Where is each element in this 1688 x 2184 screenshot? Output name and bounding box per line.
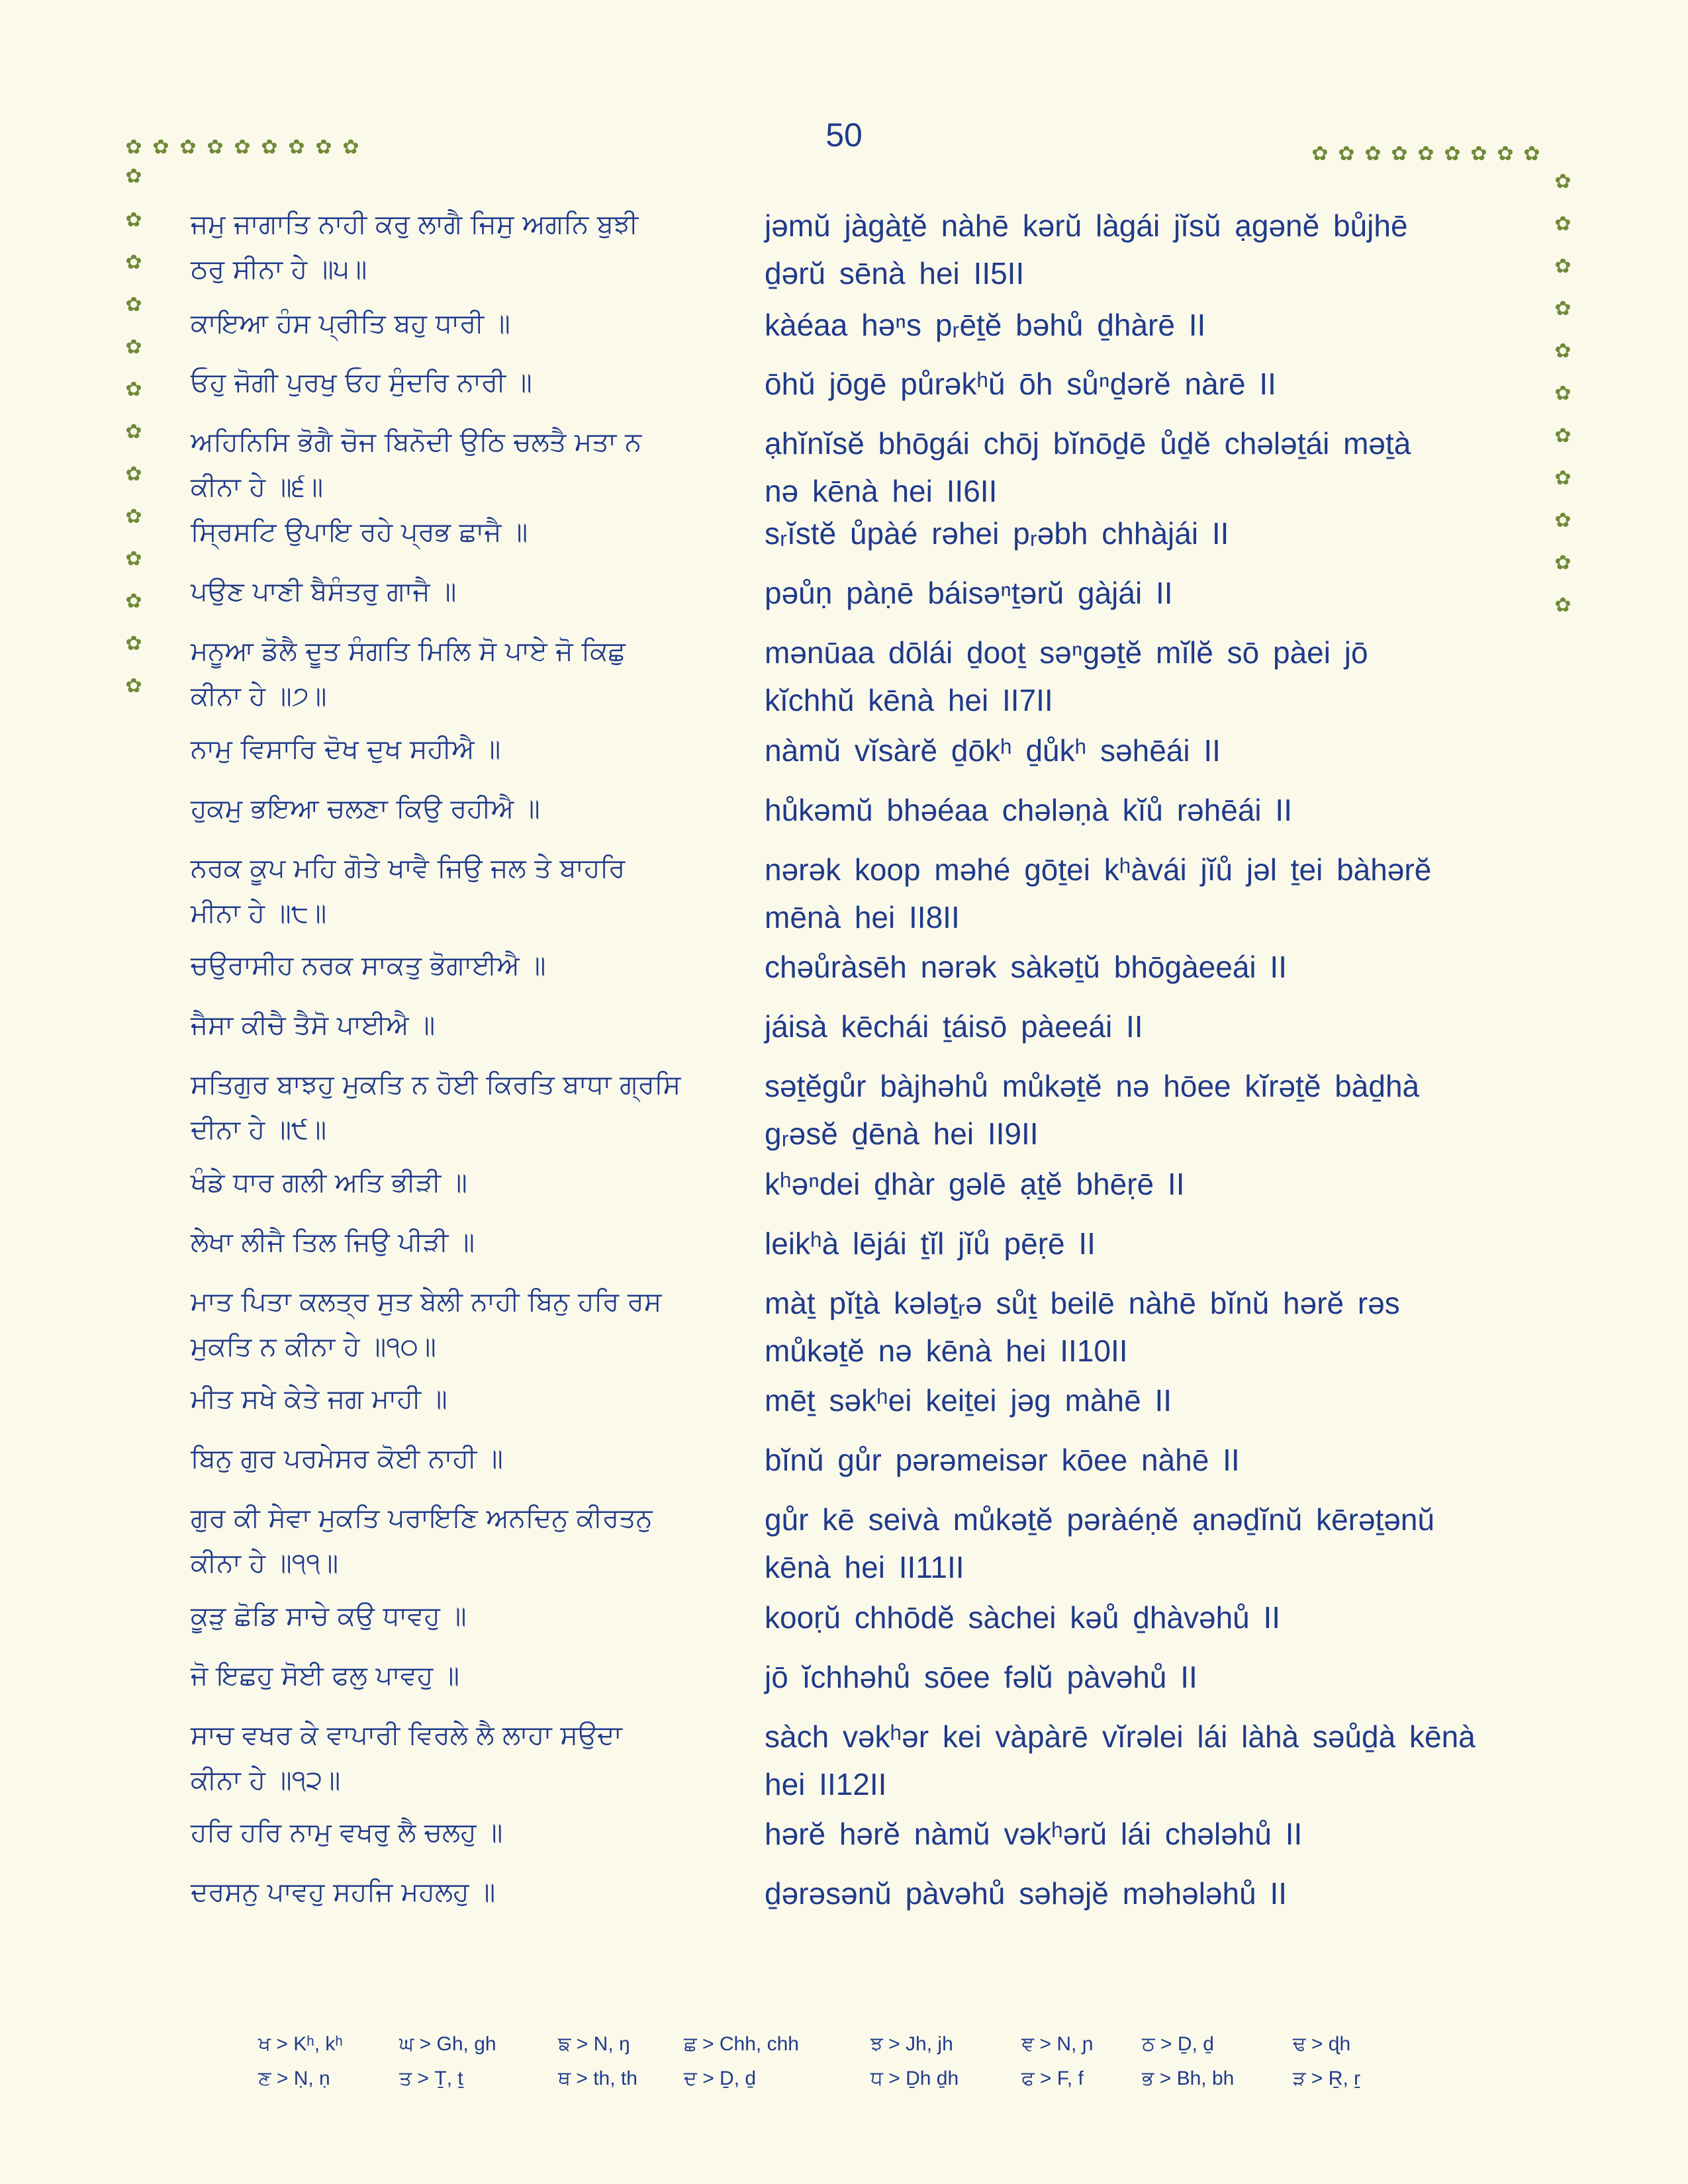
transliteration-verse xyxy=(765,629,1519,724)
transliteration-verse xyxy=(765,786,1519,834)
gurmukhi-line: ਮੀਤ ਸਖੇ ਕੇਤੇ ਜਗ ਮਾਹੀ ॥ xyxy=(191,1384,447,1414)
gurmukhi-line: ਓਹੁ ਜੋਗੀ ਪੁਰਖੁ ਓਹ ਸੁੰਦਰਿ ਨਾਰੀ ॥ xyxy=(191,367,532,398)
gurmukhi-line: ਕਾਇਆ ਹੰਸ ਪ੍ਰੀਤਿ ਬਹੁ ਧਾਰੀ ॥ xyxy=(191,308,510,339)
transliteration-line: leikʰà lējái ṯĭl jĭů pēṛē II xyxy=(765,1226,1096,1261)
transliteration-line: màṯ pĭṯà kələṯᵣə sůṯ beilē nàhē bĭnŭ hərĕ rəs xyxy=(765,1286,1400,1320)
transliteration-line: nàmŭ vĭsàrĕ ḏōkʰ ḏůkʰ səhēái II xyxy=(765,733,1221,768)
flower-ornament-icon: ✿ xyxy=(1417,142,1434,165)
transliteration-line: səṯĕgůr bàjhəhů můkəṯĕ nə hōee kĭrəṯĕ bàḏhà xyxy=(765,1069,1420,1103)
transliteration-verse xyxy=(765,1062,1519,1158)
flower-ornament-icon: ✿ xyxy=(1554,594,1571,617)
gurmukhi-verse xyxy=(191,1653,707,1698)
gurmukhi-verse xyxy=(191,1496,707,1586)
gurmukhi-verse xyxy=(191,360,707,405)
gurmukhi-verse xyxy=(191,1160,707,1205)
transliteration-line: sàch vəkʰər kei vàpàrē vĭrəlei lái làhà səůḏà kēnà xyxy=(765,1719,1476,1754)
legend-item: ਞ > N, ɲ xyxy=(1021,2033,1094,2055)
flower-ornament-icon: ✿ xyxy=(1554,467,1571,490)
legend-item: ਠ > Ḏ, ḏ xyxy=(1142,2033,1214,2055)
transliteration-verse xyxy=(765,1377,1519,1424)
transliteration-line: mēnà hei II8II xyxy=(765,900,960,934)
gurmukhi-verse xyxy=(191,569,707,614)
legend-item: ਘ > Gh, gh xyxy=(399,2033,496,2055)
legend-item: ਙ > N, ŋ xyxy=(558,2033,630,2055)
gurmukhi-line: ਸਤਿਗੁਰ ਬਾਝਹੁ ਮੁਕਤਿ ਨ ਹੋਈ ਕਿਰਤਿ ਬਾਧਾ ਗ੍ਰਸਿ xyxy=(191,1069,681,1100)
flower-ornament-icon: ✿ xyxy=(179,136,197,159)
gurmukhi-line: ਮੁਕਤਿ ਨ ਕੀਨਾ ਹੇ ॥੧੦॥ xyxy=(191,1332,436,1362)
gurmukhi-line: ਕੂੜੁ ਛੋਡਿ ਸਾਚੇ ਕਉ ਧਾਵਹੁ ॥ xyxy=(191,1601,467,1631)
gurmukhi-line: ਹਰਿ ਹਰਿ ਨਾਮੁ ਵਖਰੁ ਲੈ ਚਲਹੁ ॥ xyxy=(191,1817,503,1848)
transliteration-verse xyxy=(765,1810,1519,1858)
flower-ornament-icon: ✿ xyxy=(1554,212,1571,236)
gurmukhi-line: ਲੇਖਾ ਲੀਜੈ ਤਿਲ ਜਿਉ ਪੀੜੀ ॥ xyxy=(191,1227,475,1257)
transliteration-verse xyxy=(765,1653,1519,1701)
gurmukhi-verse xyxy=(191,301,707,346)
flower-ornament-icon: ✿ xyxy=(315,136,332,159)
flower-ornament-icon: ✿ xyxy=(342,136,359,159)
gurmukhi-verse xyxy=(191,943,707,988)
transliteration-line: hei II12II xyxy=(765,1767,887,1801)
transliteration-line: nərək koop məhé gōṯei kʰàvái jĭů jəl ṯei bàhərĕ xyxy=(765,852,1432,887)
gurmukhi-line: ਕੀਨਾ ਹੇ ॥੧੧॥ xyxy=(191,1548,339,1578)
flower-ornament-icon: ✿ xyxy=(1311,142,1329,165)
legend-item: ਣ > Ṇ, ṇ xyxy=(258,2068,330,2089)
transliteration-verse xyxy=(765,1160,1519,1208)
legend-row xyxy=(258,2068,1450,2102)
gurmukhi-line: ਕੀਨਾ ਹੇ ॥੧੨॥ xyxy=(191,1765,341,1796)
flower-ornament-icon: ✿ xyxy=(125,547,142,570)
transliteration-verse xyxy=(765,727,1519,774)
flower-ornament-icon: ✿ xyxy=(1554,382,1571,405)
gurmukhi-line: ਨਾਮੁ ਵਿਸਾਰਿ ਦੋਖ ਦੁਖ ਸਹੀਐ ॥ xyxy=(191,734,501,764)
gurmukhi-line: ਮਨੂਆ ਡੋਲੈ ਦੂਤ ਸੰਗਤਿ ਮਿਲਿ ਸੋ ਪਾਏ ਜੋ ਕਿਛੁ xyxy=(191,636,626,666)
transliteration-verse xyxy=(765,1713,1519,1808)
legend-item: ਭ > Bh, bh xyxy=(1142,2068,1235,2089)
legend-item: ਫ > F, f xyxy=(1021,2068,1084,2089)
gurmukhi-verse xyxy=(191,1436,707,1481)
transliteration-line: pəůṇ pàṇē báisəⁿṯərŭ gàjái II xyxy=(765,576,1173,610)
gurmukhi-verse xyxy=(191,1810,707,1855)
gurmukhi-verse xyxy=(191,846,707,936)
gurmukhi-line: ਨਰਕ ਕੂਪ ਮਹਿ ਗੋਤੇ ਖਾਵੈ ਜਿਉ ਜਲ ਤੇ ਬਾਹਰਿ xyxy=(191,853,626,884)
flower-ornament-icon: ✿ xyxy=(125,251,142,274)
gurmukhi-verse xyxy=(191,1594,707,1639)
flower-ornament-icon: ✿ xyxy=(234,136,251,159)
gurmukhi-line: ਹੁਕਮੁ ਭਇਆ ਚਲਣਾ ਕਿਉ ਰਹੀਐ ॥ xyxy=(191,794,540,824)
gurmukhi-verse xyxy=(191,1003,707,1048)
transliteration-line: ḏərəsənŭ pàvəhů səhəjĕ məhələhů II xyxy=(765,1876,1288,1911)
gurmukhi-verse xyxy=(191,1870,707,1915)
flower-ornament-icon: ✿ xyxy=(125,136,142,159)
transliteration-line: kʰəⁿdei ḏhàr gəlē ạṯĕ bhēṛē II xyxy=(765,1167,1185,1201)
flower-ornament-icon: ✿ xyxy=(125,293,142,316)
gurmukhi-line: ਜੈਸਾ ਕੀਚੈ ਤੈਸੋ ਪਾਈਐ ॥ xyxy=(191,1010,436,1040)
transliteration-line: kĭchhŭ kēnà hei II7II xyxy=(765,683,1053,717)
gurmukhi-line: ਠਰੁ ਸੀਨਾ ਹੇ ॥੫॥ xyxy=(191,254,367,285)
gurmukhi-line: ਅਹਿਨਿਸਿ ਭੋਗੈ ਚੋਜ ਬਿਨੋਦੀ ਉਠਿ ਚਲਤੈ ਮਤਾ ਨ xyxy=(191,427,642,457)
transliteration-verse xyxy=(765,202,1519,297)
flower-ornament-icon: ✿ xyxy=(207,136,224,159)
transliteration-line: můkəṯĕ nə kēnà hei II10II xyxy=(765,1334,1128,1368)
gurmukhi-verse xyxy=(191,727,707,772)
gurmukhi-line: ਜੋ ਇਛਹੁ ਸੋਈ ਫਲੁ ਪਾਵਹੁ ॥ xyxy=(191,1661,459,1691)
gurmukhi-line: ਦਰਸਨੁ ਪਾਵਹੁ ਸਹਜਿ ਮਹਲਹੁ ॥ xyxy=(191,1877,496,1907)
transliteration-verse xyxy=(765,846,1519,941)
transliteration-line: hůkəmŭ bhəéaa chələṇà kĭů rəhēái II xyxy=(765,793,1292,827)
gurmukhi-line: ਬਿਨੁ ਗੁਰ ਪਰਮੇਸਰ ਕੋਈ ਨਾਹੀ ॥ xyxy=(191,1443,503,1474)
transliteration-line: sᵣĭstĕ ůpàé rəhei pᵣəbh chhàjái II xyxy=(765,516,1229,551)
transliteration-line: jō ĭchhəhů sōee fəlŭ pàvəhů II xyxy=(765,1660,1197,1694)
flower-ornament-icon: ✿ xyxy=(1554,297,1571,320)
gurmukhi-line: ਮੀਨਾ ਹੇ ॥੮॥ xyxy=(191,898,327,929)
transliteration-verse xyxy=(765,1220,1519,1267)
legend-row xyxy=(258,2033,1450,2068)
flower-ornament-icon: ✿ xyxy=(261,136,278,159)
flower-ornament-icon: ✿ xyxy=(1470,142,1487,165)
legend-item: ਤ > Ṯ, ṯ xyxy=(399,2068,463,2089)
transliteration-line: hərĕ hərĕ nàmŭ vəkʰərŭ lái chələhů II xyxy=(765,1817,1303,1851)
legend-item: ੜ > Ṟ, ṟ xyxy=(1293,2068,1361,2089)
gurmukhi-verse xyxy=(191,786,707,831)
flower-ornament-icon: ✿ xyxy=(1444,142,1461,165)
gurmukhi-line: ਸ੍ਰਿਸਟਿ ਉਪਾਇ ਰਹੇ ਪ੍ਰਭ ਛਾਜੈ ॥ xyxy=(191,517,528,547)
gurmukhi-line: ਪਉਣ ਪਾਣੀ ਬੈਸੰਤਰੁ ਗਾਜੈ ॥ xyxy=(191,576,457,607)
transliteration-verse xyxy=(765,360,1519,408)
transliteration-line: gᵣəsĕ ḏēnà hei II9II xyxy=(765,1116,1039,1151)
transliteration-line: mənūaa dōlái ḏooṯ səⁿgəṯĕ mĭlĕ sō pàei jō xyxy=(765,635,1368,670)
flower-ornament-icon: ✿ xyxy=(125,463,142,486)
gurmukhi-line: ਚਉਰਾਸੀਹ ਨਰਕ ਸਾਕਤੁ ਭੋਗਾਈਐ ॥ xyxy=(191,950,546,981)
transliteration-legend xyxy=(258,2033,1450,2102)
flower-ornament-icon: ✿ xyxy=(288,136,305,159)
flower-ornament-icon: ✿ xyxy=(1364,142,1382,165)
flower-ornament-icon: ✿ xyxy=(1554,551,1571,574)
gurmukhi-line: ਖੰਡੇ ਧਾਰ ਗਲੀ ਅਤਿ ਭੀੜੀ ॥ xyxy=(191,1167,467,1198)
flower-ornament-icon: ✿ xyxy=(1554,170,1571,193)
transliteration-line: ōhŭ jōgē půrəkʰŭ ōh sůⁿḏərĕ nàrē II xyxy=(765,367,1276,401)
transliteration-line: jəmŭ jàgàṯĕ nàhē kərŭ làgái jĭsŭ ạgənĕ bůjhē xyxy=(765,208,1408,243)
transliteration-verse xyxy=(765,420,1519,515)
transliteration-line: kooṛŭ chhōdĕ sàchei kəů ḏhàvəhů II xyxy=(765,1600,1281,1635)
flower-ornament-icon: ✿ xyxy=(1338,142,1355,165)
transliteration-line: ḏərŭ sēnà hei II5II xyxy=(765,256,1025,291)
flower-ornament-icon: ✿ xyxy=(125,590,142,613)
gurmukhi-line: ਕੀਨਾ ਹੇ ॥੭॥ xyxy=(191,681,327,711)
legend-item: ਛ > Chh, chh xyxy=(684,2033,799,2055)
transliteration-line: jáisà kēchái ṯáisō pàeeái II xyxy=(765,1009,1143,1044)
flower-ornament-icon: ✿ xyxy=(125,208,142,232)
flower-ornament-icon: ✿ xyxy=(125,505,142,528)
transliteration-verse xyxy=(765,1003,1519,1050)
flower-ornament-icon: ✿ xyxy=(1497,142,1514,165)
gurmukhi-line: ਮਾਤ ਪਿਤਾ ਕਲਤ੍ਰ ਸੁਤ ਬੇਲੀ ਨਾਹੀ ਬਿਨੁ ਹਰਿ ਰਸ xyxy=(191,1287,662,1317)
transliteration-verse xyxy=(765,569,1519,617)
gurmukhi-verse xyxy=(191,629,707,719)
flower-ornament-icon: ✿ xyxy=(1554,424,1571,447)
legend-item: ਧ > Ḏh ḏh xyxy=(870,2068,959,2089)
flower-ornament-icon: ✿ xyxy=(1554,509,1571,532)
transliteration-verse xyxy=(765,1436,1519,1484)
transliteration-line: gůr kē seivà můkəṯĕ pəràéṇĕ ạnəḏĭnŭ kērəṯənŭ xyxy=(765,1502,1435,1537)
legend-item: ਢ > ɖh xyxy=(1293,2033,1351,2055)
transliteration-line: mēṯ səkʰei keiṯei jəg màhē II xyxy=(765,1383,1172,1418)
legend-item: ਥ > th, th xyxy=(558,2068,637,2089)
flower-ornament-icon: ✿ xyxy=(125,165,142,188)
flower-ornament-icon: ✿ xyxy=(125,378,142,401)
flower-ornament-icon: ✿ xyxy=(1391,142,1408,165)
gurmukhi-verse xyxy=(191,1713,707,1803)
transliteration-verse xyxy=(765,301,1519,349)
page-number: 50 xyxy=(825,116,863,154)
flower-ornament-icon: ✿ xyxy=(125,336,142,359)
gurmukhi-line: ਜਮੁ ਜਾਗਾਤਿ ਨਾਹੀ ਕਰੁ ਲਾਗੈ ਜਿਸੁ ਅਗਨਿ ਬੁਝੀ xyxy=(191,209,639,240)
flower-ornament-icon: ✿ xyxy=(125,674,142,698)
transliteration-line: kēnà hei II11II xyxy=(765,1550,964,1584)
flower-ornament-icon: ✿ xyxy=(125,632,142,655)
gurmukhi-line: ਕੀਨਾ ਹੇ ॥੬॥ xyxy=(191,472,324,502)
gurmukhi-verse xyxy=(191,1220,707,1265)
gurmukhi-line: ਸਾਚ ਵਖਰ ਕੇ ਵਾਪਾਰੀ ਵਿਰਲੇ ਲੈ ਲਾਹਾ ਸਉਦਾ xyxy=(191,1720,622,1751)
transliteration-line: kàéaa həⁿs pᵣēṯĕ bəhů ḏhàrē II xyxy=(765,308,1206,342)
transliteration-verse xyxy=(765,1279,1519,1375)
transliteration-line: bĭnŭ gůr pərəmeisər kōee nàhē II xyxy=(765,1443,1240,1477)
transliteration-line: chəůràsēh nərək sàkəṯŭ bhōgàeeái II xyxy=(765,950,1287,984)
legend-item: ਖ > Kʰ, kʰ xyxy=(258,2033,343,2055)
transliteration-verse xyxy=(765,1870,1519,1917)
flower-ornament-icon: ✿ xyxy=(152,136,169,159)
gurmukhi-verse xyxy=(191,202,707,292)
transliteration-verse xyxy=(765,1594,1519,1641)
legend-item: ਝ > Jh, jh xyxy=(870,2033,953,2055)
gurmukhi-line: ਦੀਨਾ ਹੇ ॥੯॥ xyxy=(191,1115,327,1145)
flower-ornament-icon: ✿ xyxy=(1523,142,1540,165)
gurmukhi-verse xyxy=(191,510,707,555)
legend-item: ਦ > Ḏ, ḏ xyxy=(684,2068,757,2089)
transliteration-verse xyxy=(765,1496,1519,1591)
transliteration-verse xyxy=(765,510,1519,557)
transliteration-line: nə kēnà hei II6II xyxy=(765,474,998,508)
gurmukhi-line: ਗੁਰ ਕੀ ਸੇਵਾ ਮੁਕਤਿ ਪਰਾਇਣਿ ਅਨਦਿਨੁ ਕੀਰਤਨੁ xyxy=(191,1503,653,1533)
gurmukhi-verse xyxy=(191,1279,707,1369)
transliteration-line: ạhĭnĭsĕ bhōgái chōj bĭnōḏē ůḏĕ chələṯái məṯà xyxy=(765,426,1411,461)
gurmukhi-verse xyxy=(191,1062,707,1152)
transliteration-verse xyxy=(765,943,1519,991)
gurmukhi-verse xyxy=(191,420,707,510)
flower-ornament-icon: ✿ xyxy=(1554,340,1571,363)
flower-ornament-icon: ✿ xyxy=(1554,255,1571,278)
flower-ornament-icon: ✿ xyxy=(125,420,142,443)
gurmukhi-verse xyxy=(191,1377,707,1422)
